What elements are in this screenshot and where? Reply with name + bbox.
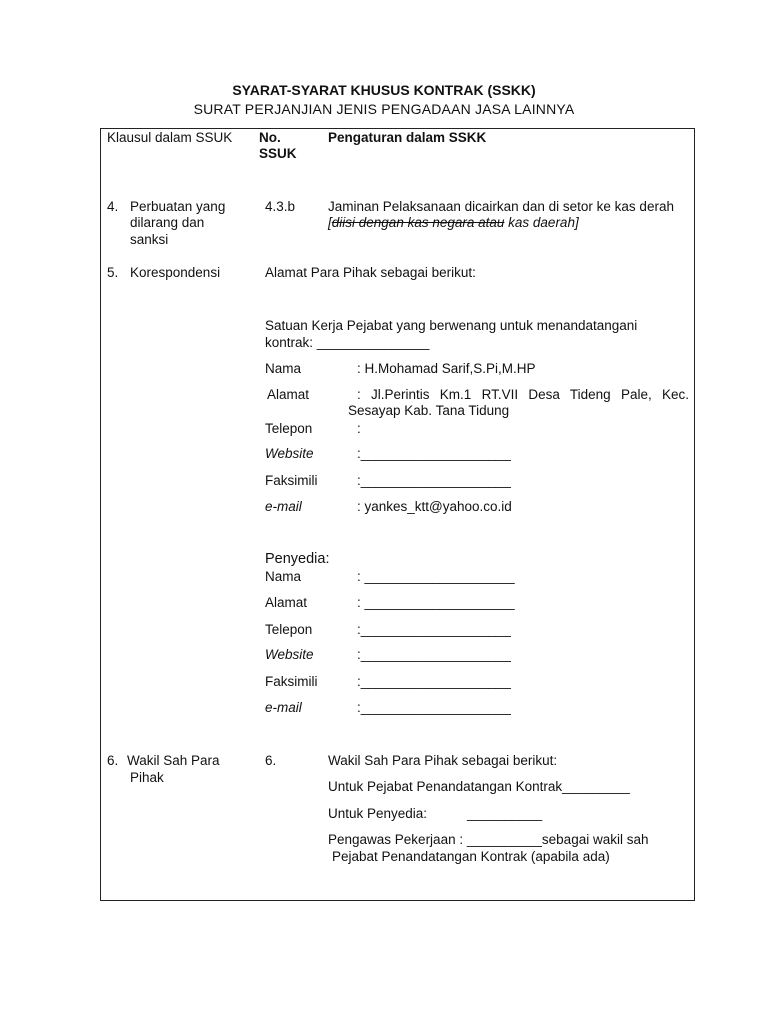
pejabat-website-value: :____________________ [357, 446, 511, 461]
document-subtitle: SURAT PERJANJIAN JENIS PENGADAAN JASA LAINNYA [193, 101, 575, 117]
row5-label: Korespondensi [130, 265, 221, 280]
row4-text-line2 [328, 215, 579, 230]
penyedia-nama-value: : ____________________ [357, 569, 515, 584]
pejabat-alamat-line2: Sesayap Kab. Tana Tidung [348, 403, 510, 418]
row4-ssuk-number: 4.3.b [265, 199, 296, 214]
penyedia-alamat-label: Alamat [265, 595, 308, 610]
pejabat-email-label: e-mail [265, 499, 302, 514]
row4-remaining-text: kas daerah] [504, 215, 579, 230]
row6-number: 6. [107, 753, 119, 768]
satker-line1: Satuan Kerja Pejabat yang berwenang untuk menandatangani [265, 318, 638, 333]
satker-line2: kontrak: _______________ [265, 335, 430, 350]
row4-label-line2: dilarang dan [130, 215, 205, 230]
row4-label-line1: Perbuatan yang [130, 199, 226, 214]
pejabat-nama-value: : H.Mohamad Sarif,S.Pi,M.HP [357, 361, 536, 376]
row6-label-line2: Pihak [130, 770, 164, 785]
document-title: SYARAT-SYARAT KHUSUS KONTRAK (SSKK) [232, 82, 536, 98]
penyedia-nama-label: Nama [265, 569, 302, 584]
row6-pejabat: Untuk Pejabat Penandatangan Kontrak_________ [328, 779, 630, 794]
penyedia-website-value: :____________________ [357, 647, 511, 662]
penyedia-alamat-value: : ____________________ [357, 595, 515, 610]
penyedia-title: Penyedia: [265, 551, 330, 567]
pejabat-alamat-line1: : Jl.Perintis Km.1 RT.VII Desa Tideng Pale, Kec. [357, 387, 689, 402]
pejabat-faksimili-label: Faksimili [265, 473, 318, 488]
pejabat-alamat-label: Alamat [267, 387, 310, 402]
row6-penyedia-value: __________ [467, 806, 543, 821]
row4-label-line3: sanksi [130, 232, 169, 247]
header-klausul: Klausul dalam SSUK [107, 130, 233, 145]
row6-penyedia-label: Untuk Penyedia: [328, 806, 428, 821]
penyedia-telepon-value: :____________________ [357, 622, 511, 637]
row4-text-line1: Jaminan Pelaksanaan dicairkan dan di setor ke kas derah [328, 199, 674, 214]
row6-ssuk-number: 6. [265, 753, 277, 768]
penyedia-telepon-label: Telepon [265, 622, 313, 637]
pejabat-website-label: Website [265, 446, 314, 461]
pejabat-email-value: : yankes_ktt@yahoo.co.id [357, 499, 512, 514]
row5-number: 5. [107, 265, 119, 280]
penyedia-email-value: :____________________ [357, 700, 511, 715]
row4-number: 4. [107, 199, 119, 214]
penyedia-website-label: Website [265, 647, 314, 662]
row5-intro: Alamat Para Pihak sebagai berikut: [265, 265, 476, 280]
penyedia-faksimili-label: Faksimili [265, 674, 318, 689]
pejabat-faksimili-value: :____________________ [357, 473, 511, 488]
pejabat-telepon-label: Telepon [265, 421, 313, 436]
header-no: No. [259, 130, 281, 145]
header-ssuk: SSUK [259, 146, 297, 161]
row6-intro: Wakil Sah Para Pihak sebagai berikut: [328, 753, 558, 768]
row4-struck-text: diisi dengan kas negara atau [331, 215, 505, 230]
row4-bracket-open: [ [328, 215, 332, 230]
header-pengaturan: Pengaturan dalam SSKK [328, 130, 487, 145]
pejabat-nama-label: Nama [265, 361, 302, 376]
penyedia-faksimili-value: :____________________ [357, 674, 511, 689]
row6-pengawas-line1: Pengawas Pekerjaan : __________sebagai wakil sah [328, 832, 649, 847]
pejabat-telepon-value: : [357, 421, 361, 436]
penyedia-email-label: e-mail [265, 700, 302, 715]
row6-label-line1: Wakil Sah Para [127, 753, 220, 768]
row6-pengawas-line2: Pejabat Penandatangan Kontrak (apabila ada) [332, 849, 610, 864]
